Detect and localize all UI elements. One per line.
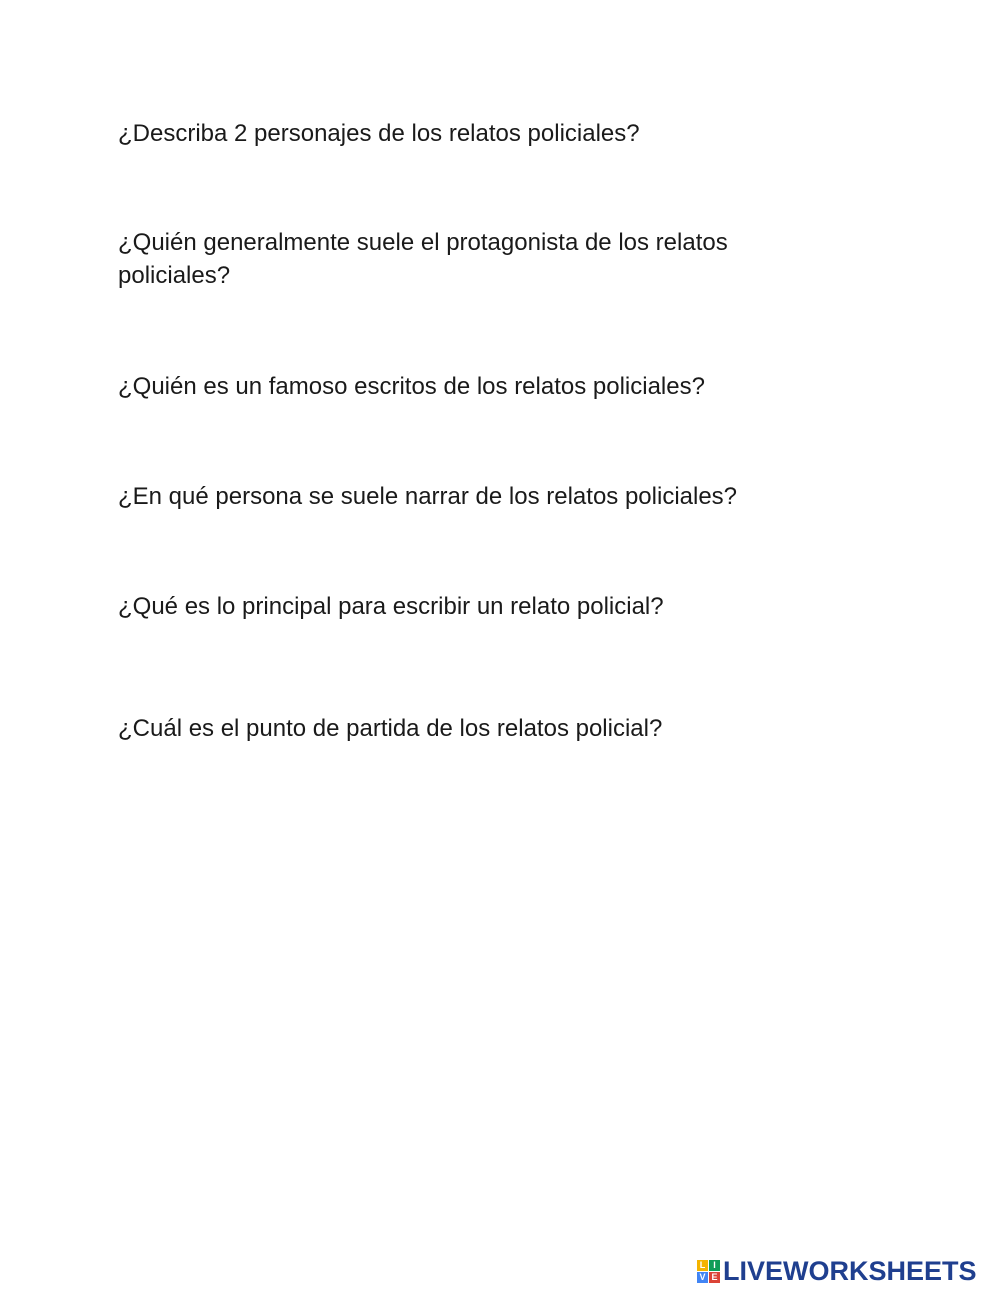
- question-3: ¿Quién es un famoso escritos de los relatos policiales?: [118, 373, 705, 400]
- logo-tile-v: V: [697, 1272, 708, 1283]
- brand-wordmark: LIVEWORKSHEETS: [723, 1256, 977, 1286]
- live-logo-icon: [697, 1260, 720, 1283]
- question-2: ¿Quién generalmente suele el protagonista de los relatos policiales?: [118, 229, 728, 289]
- question-5: ¿Qué es lo principal para escribir un relato policial?: [118, 593, 664, 620]
- question-4: ¿En qué persona se suele narrar de los relatos policiales?: [118, 483, 738, 510]
- logo-tile-e: E: [709, 1272, 720, 1283]
- logo-tile-i: I: [709, 1260, 720, 1271]
- liveworksheets-logo: [697, 1256, 977, 1286]
- question-6: ¿Cuál es el punto de partida de los relatos policial?: [118, 715, 663, 742]
- logo-tile-l: L: [697, 1260, 708, 1271]
- question-1: ¿Describa 2 personajes de los relatos policiales?: [118, 120, 640, 147]
